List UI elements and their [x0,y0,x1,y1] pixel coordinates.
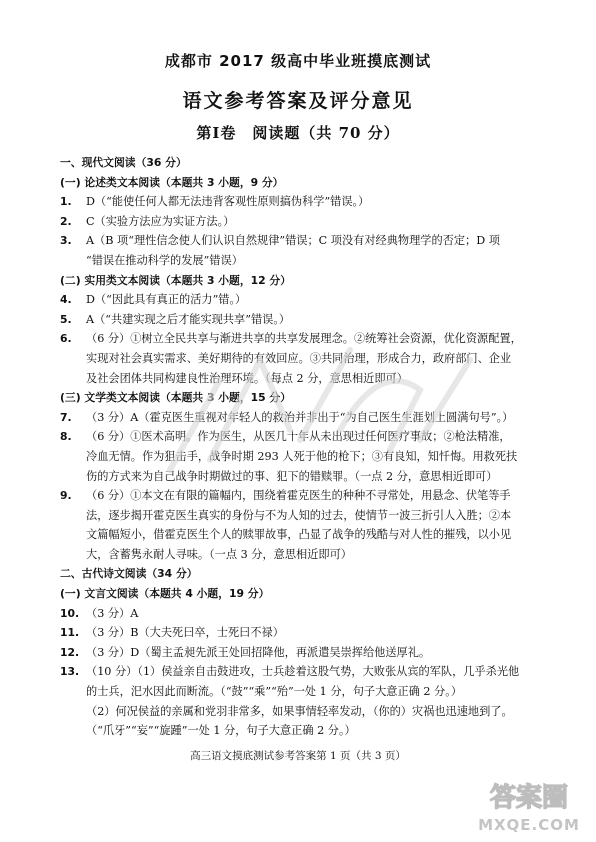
section-title: 第Ⅰ卷 阅读题（共 70 分） [196,124,400,142]
question-number: 3. [60,234,72,248]
question-number: 7. [60,410,72,424]
answer-continuation: （“爪牙”“妄”“旋踵”一处 1 分，句子大意正确 2 分。） [86,724,356,738]
question-number: 1. [60,195,72,209]
question-number: 13. [60,665,80,679]
logo-url: MXQE.COM [478,816,580,834]
answer-line [60,212,568,232]
answer-line [60,486,568,506]
answer-text: （3 分）A [86,606,139,620]
answer-text: D（“能使任何人都无法违背客观性原则搞伪科学”错误。） [86,195,370,209]
answer-text: （3 分）A（霍克医生重视对年轻人的救治并非出于“为自己医生生涯划上圆满句号”。） [86,410,514,424]
question-number: 9. [60,489,72,503]
question-number: 4. [60,293,72,307]
exam-title: 成都市 2017 级高中毕业班摸底测试 [164,52,432,70]
question-number: 11. [60,626,80,640]
answer-text: A（B 项“理性信念使人们认识自然规律”错误；C 项没有对经典物理学的否定；D 项 [86,234,500,248]
answer-continuation: 大，含蓄隽永耐人寻味。（一点 3 分，意思相近即可） [86,547,352,561]
answer-text: （6 分）①本文在有限的篇幅内，围绕着霍克医生的种种不寻常处，用悬念、伏笔等手 [86,489,511,503]
answer-line [60,427,568,447]
answer-text: C（实验方法应为实证方法。） [86,214,235,228]
answer-continuation: 的士兵，汜水因此而断流。（“鼓”“乘”“殆”一处 1 分，句子大意正确 2 分。） [86,685,463,699]
answer-line [60,329,568,349]
subsection-heading: (一) 论述类文本阅读（本题共 3 小题，9 分） [60,175,284,189]
logo-text: 答案圈 [489,783,569,813]
answer-text: （6 分）①树立全民共享与渐进共享的共享发展理念。②统筹社会资源，优化资源配置， [86,332,522,346]
page-footer: 高三语文摸底测试参考答案第 1 页（共 3 页） [190,750,406,762]
answer-text: （3 分）D（蜀主孟昶先派王处回招降他，再派遣吴崇挥给他送厚礼。 [86,645,431,659]
answer-continuation: 文篇幅短小，借霍克医生个人的赎罪故事，凸显了战争的残酷与对人性的摧残，以小见 [86,528,512,542]
answer-continuation: “错误在推动科学的发展”错误） [86,253,243,267]
answer-line [60,623,568,643]
answer-text: （10 分）（1）侯益亲自击鼓进攻，士兵趁着这股气势，大败张从宾的军队，几乎杀光他 [86,665,520,679]
answer-text: D（“因此具有真正的活力”错。） [86,293,247,307]
answer-text: （3 分）B（大夫死曰卒，士死曰不禄） [86,626,284,640]
subsection-heading: (三) 文学类文本阅读（本题共 3 小题，15 分） [60,391,291,405]
question-number: 5. [60,312,72,326]
site-logo [470,772,588,836]
answer-continuation: 及社会团体共同构建良性治理环境。（每点 2 分，意思相近即可） [86,371,408,385]
question-number: 10. [60,606,80,620]
answer-line [60,192,568,212]
part-heading: 一、现代文阅读（36 分） [60,156,187,169]
answer-continuation: 实现对社会真实需求、美好期待的有效回应。③共同治理，形成合力，政府部门、企业 [86,351,512,365]
answer-continuation: 冷血无情。作为狙击手，战争时期 293 人死于他的枪下；③有良知，知忏悔。用救死扶 [86,449,518,463]
answer-line [60,231,568,251]
question-number: 6. [60,332,72,346]
question-number: 12. [60,645,80,659]
answer-continuation: 法，逐步揭开霍克医生真实的身份与不为人知的过去，使情节一波三折引人入胜；②本 [86,508,512,522]
answer-line [60,604,568,624]
answer-content [60,153,568,741]
answer-line [60,662,568,682]
subsection-heading: (一) 文言文阅读（本题共 4 小题，19 分） [60,587,270,601]
answer-line [60,643,568,663]
answer-continuation: 伤的方式来为自己战争时期做过的事、犯下的错赎罪。（一点 2 分，意思相近即可） [86,469,498,483]
answer-line [60,290,568,310]
answer-text: A（“共建实现之后才能实现共享”错误。） [86,312,291,326]
subsection-heading: (二) 实用类文本阅读（本题共 3 小题，12 分） [60,273,291,287]
part-heading: 二、古代诗文阅读（34 分） [60,567,198,581]
question-number: 8. [60,430,72,444]
answer-key-title: 语文参考答案及评分意见 [182,90,414,112]
question-number: 2. [60,214,72,228]
answer-line [60,310,568,330]
answer-continuation: （2）何况侯益的亲属和党羽非常多，如果事情轻率发动，（你的）灾祸也迅速地到了。 [86,704,513,718]
answer-line [60,408,568,428]
answer-text: （6 分）①医术高明。作为医生，从医几十年从未出现过任何医疗事故；②枪法精准， [86,430,511,444]
